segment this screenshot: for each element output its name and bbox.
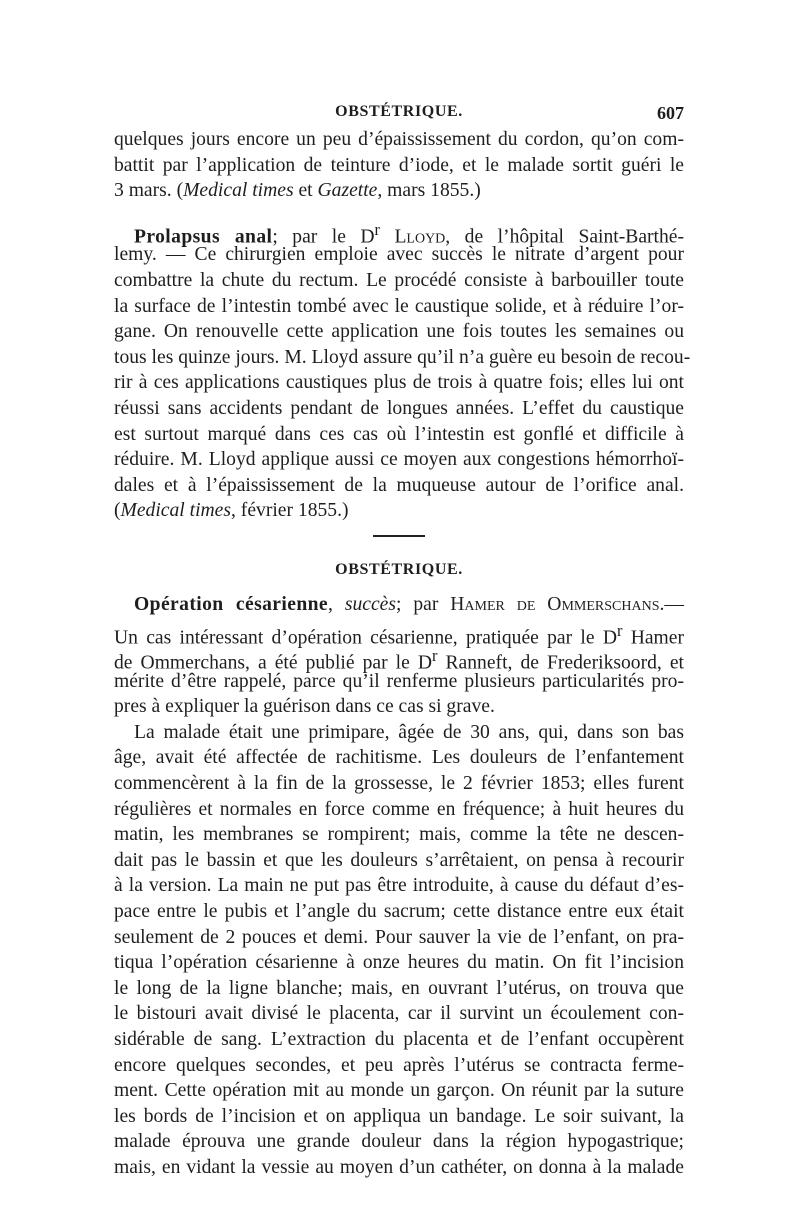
text-line: combattre la chute du rectum. Le procédé consiste à barbouiller toute	[114, 269, 684, 291]
text-line: commencèrent à la fin de la grossesse, le 2 février 1853; elles furent	[114, 773, 684, 795]
text-line: dait pas le bassin et que les douleurs s’arrêtaient, on pensa à recourir	[114, 849, 684, 871]
text-line: quelques jours encore un peu d’épaississement du cordon, qu’on com-	[114, 129, 684, 150]
text-line: 3 mars. (Medical times et Gazette, mars 1855.)	[114, 180, 481, 202]
text-line: tous les quinze jours. M. Lloyd assure qu’il n’a guère eu besoin de recou-	[114, 346, 691, 368]
text-line: Prolapsus anal; par le $D^r$ Lloyd, de l’hôpital Saint-Barthé-	[134, 219, 685, 248]
section-divider	[373, 535, 425, 537]
text-line: pace entre le pubis et l’angle du sacrum; cette distance entre eux était	[114, 901, 684, 923]
citation-journal: Medical times	[120, 500, 231, 522]
text-line: battit par l’application de teinture d’iode, et le malade sortit guéri le	[114, 154, 684, 176]
citation-journal: Medical times	[183, 180, 294, 202]
section-title: OBSTÉTRIQUE.	[335, 560, 463, 578]
author-name: Hamer de Ommerschans	[450, 593, 660, 615]
text-line: à la version. La main ne put pas être introduite, à cause du défaut d’es-	[114, 875, 684, 897]
outcome-label: succès	[344, 593, 396, 615]
author-name: Lloyd	[394, 226, 446, 248]
text-line: le long de la ligne blanche; mais, en ouvrant l’utérus, on trouva que	[114, 977, 684, 999]
text-line: encore quelques secondes, et peu après l’utérus se contracta ferme-	[114, 1054, 684, 1076]
citation-journal: Gazette	[317, 180, 378, 202]
text-line: âge, avait été affectée de rachitisme. Les douleurs de l’enfantement	[114, 747, 684, 769]
text-line: la surface de l’intestin tombé avec le caustique solide, et à réduire l’or-	[114, 295, 684, 317]
text-line: régulières et normales en force comme en fréquence; à huit heures du	[114, 798, 684, 820]
text-line: sidérable de sang. L’extraction du placenta et de l’enfant occupèrent	[114, 1029, 684, 1050]
text-line: le bistouri avait divisé le placenta, car il survint un écoulement con-	[114, 1003, 684, 1025]
text-line: tiqua l’opération césarienne à onze heures du matin. On fit l’incision	[114, 952, 684, 974]
page-number: 607	[657, 103, 684, 123]
text-line: réduire. M. Lloyd applique aussi ce moyen aux congestions hémorrhoï-	[114, 449, 684, 471]
text-line: matin, les membranes se rompirent; mais, comme la tête ne descen-	[114, 824, 684, 846]
text-line: La malade était une primipare, âgée de 30 ans, qui, dans son bas	[134, 721, 684, 743]
text-line: les bords de l’incision et on appliqua un bandage. Le soir suivant, la	[114, 1105, 684, 1127]
text-line: dales et à l’épaississement de la muqueuse autour de l’orifice anal.	[114, 474, 684, 496]
text-line: lemy. — Ce chirurgien emploie avec succès le nitrate d’argent pour	[114, 244, 684, 266]
text-line: de Ommerchans, a été publié par le $D^r$ Ranneft, de Frederiksoord, et	[114, 646, 684, 674]
text-line: rir à ces applications caustiques plus de trois à quatre fois; elles lui ont	[114, 372, 684, 394]
article-heading: Opération césarienne	[134, 593, 329, 615]
paragraph-prolapsus-anal	[114, 217, 691, 524]
page-body	[114, 127, 691, 1181]
paragraph-case-description	[114, 720, 684, 1181]
text-line: mérite d’être rappelé, parce qu’il renferme plusieurs particularités pro-	[114, 670, 684, 692]
running-head	[114, 103, 684, 129]
text-line: réussi sans accidents pendant de longues années. L’effet du caustique	[114, 397, 684, 419]
text-line: mais, en vidant la vessie au moyen d’un cathéter, on donna à la malade	[114, 1156, 684, 1178]
text-line: Un cas intéressant d’opération césarienne, pratiquée par le $D^r$ Hamer	[114, 620, 684, 649]
text-line: malade éprouva une grande douleur dans la région hypogastrique;	[114, 1131, 684, 1153]
paragraph-cordon	[114, 127, 684, 204]
text-line: gane. On renouvelle cette application une fois toutes les semaines ou	[114, 321, 684, 343]
text-line: est surtout marqué dans ces cas où l’intestin est gonflé et difficile à	[114, 423, 684, 445]
text-line: pres à expliquer la guérison dans ce cas si grave.	[114, 696, 495, 718]
article-heading: Prolapsus anal	[134, 226, 273, 248]
text-line: seulement de 2 pouces et demi. Pour sauver la vie de l’enfant, on pra-	[114, 926, 684, 948]
paragraph-operation-cesarienne	[114, 592, 684, 720]
text-line: Opération césarienne, succès; par Hamer de Ommerschans.—	[134, 593, 684, 615]
text-line: ment. Cette opération mit au monde un garçon. On réunit par la suture	[114, 1080, 684, 1102]
running-head-title: OBSTÉTRIQUE.	[335, 103, 463, 120]
text-line: (Medical times, février 1855.)	[114, 500, 349, 522]
